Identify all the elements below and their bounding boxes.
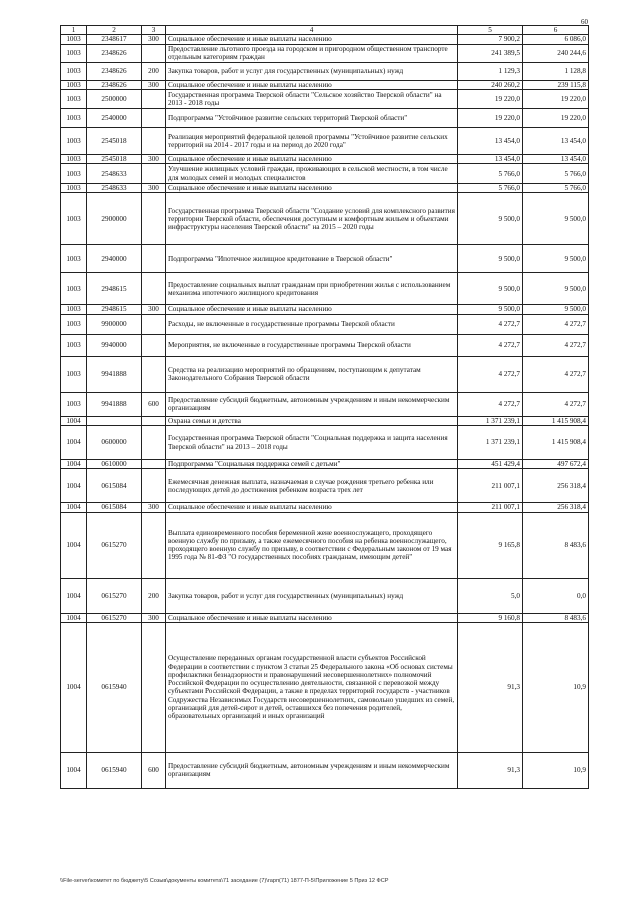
description-cell: Выплата единовременного пособия беременной жене военнослужащего, проходящего военную службу по призыву, а также ежемесячного пособия на ребенка военнослужащего, проходящего военную службу по призыву, в соответствии с Федеральным законом от 19 мая 1995 года № 81-ФЗ "О государственных пособиях гражданам, имеющим детей" [166,512,458,578]
table-row [61,245,589,273]
expense-type-code-cell: 200 [142,62,166,80]
target-article-code-cell: 2940000 [87,245,142,273]
description-cell: Предоставление субсидий бюджетным, автономным учреждениям и иным некоммерческим организациям [166,392,458,416]
section-code-cell: 1004 [61,613,87,622]
amount-year-1-cell: 211 007,1 [458,469,523,503]
amount-year-1-cell: 9 160,8 [458,613,523,622]
target-article-code-cell: 9941888 [87,392,142,416]
amount-year-1-cell: 9 500,0 [458,245,523,273]
description-cell: Подпрограмма "Устойчивое развитие сельских территорий Тверской области" [166,108,458,127]
amount-year-1-cell: 241 389,5 [458,44,523,62]
amount-year-2-cell: 0,0 [523,578,589,613]
description-cell: Подпрограмма "Ипотечное жилищное кредитование в Тверской области" [166,245,458,273]
expense-type-code-cell [142,460,166,469]
amount-year-1-cell: 13 454,0 [458,127,523,154]
table-row [61,460,589,469]
amount-year-1-cell: 240 260,2 [458,80,523,89]
amount-year-2-cell: 8 483,6 [523,512,589,578]
description-cell: Предоставление субсидий бюджетным, автономным учреждениям и иным некоммерческим организациям [166,752,458,788]
expense-type-code-cell: 300 [142,184,166,193]
table-row [61,35,589,44]
amount-year-1-cell: 4 272,7 [458,334,523,356]
table-row [61,622,589,752]
expense-type-code-cell [142,193,166,245]
table-row [61,273,589,305]
target-article-code-cell: 2548633 [87,164,142,184]
description-cell: Закупка товаров, работ и услуг для государственных (муниципальных) нужд [166,578,458,613]
description-cell: Государственная программа Тверской области "Создание условий для комплексного развития территории Тверской области, обеспечения доступным и комфортным жильем и объектами инфраструктуры населения Тверской области" на 2015 – 2020 годы [166,193,458,245]
amount-year-2-cell: 240 244,6 [523,44,589,62]
amount-year-2-cell: 4 272,7 [523,334,589,356]
file-path-footer: \\File-server\комитет по бюджету\5 Созыв\документы комитета\71 заседание (7)\гарп(71) 1877-П-5\Приложение 5 Приз 12 ФСР [60,878,389,884]
amount-year-2-cell: 4 272,7 [523,392,589,416]
table-row [61,392,589,416]
expense-type-code-cell [142,314,166,334]
amount-year-1-cell: 7 900,2 [458,35,523,44]
target-article-code-cell: 9941888 [87,356,142,392]
section-code-cell: 1004 [61,469,87,503]
table-row [61,578,589,613]
table-row [61,356,589,392]
column-number-row [61,26,589,35]
amount-year-2-cell: 19 220,0 [523,108,589,127]
description-cell: Осуществление переданных органам государственной власти субъектов Российской Федерации в соответствии с пунктом 3 статьи 25 Федерального закона «Об основах системы профилактики безнадзорности и правонарушений несовершеннолетних» полномочий Российской Федерации по осуществлению деятельности, связанной с перевозкой между субъектами Российской Федерации, а также в пределах территорий государств - участников Содружества Независимых Государств несовершеннолетних, самовольно ушедших из семей, организаций для детей-сирот и детей, оставшихся без попечения родителей, образовательных организаций и иных организаций [166,622,458,752]
description-cell: Социальное обеспечение и иные выплаты населению [166,184,458,193]
amount-year-1-cell: 9 165,8 [458,512,523,578]
expense-type-code-cell [142,356,166,392]
expense-type-code-cell [142,164,166,184]
section-code-cell: 1004 [61,578,87,613]
section-code-cell: 1004 [61,512,87,578]
table-row [61,164,589,184]
target-article-code-cell: 0615270 [87,578,142,613]
amount-year-2-cell: 1 415 908,4 [523,426,589,460]
target-article-code-cell: 9940000 [87,334,142,356]
expense-type-code-cell [142,334,166,356]
description-cell: Государственная программа Тверской области "Сельское хозяйство Тверской области" на 2013 - 2018 годы [166,89,458,108]
amount-year-1-cell: 1 371 239,1 [458,426,523,460]
expense-type-code-cell: 200 [142,578,166,613]
section-code-cell: 1004 [61,426,87,460]
section-code-cell: 1003 [61,89,87,108]
table-row [61,80,589,89]
amount-year-2-cell: 9 500,0 [523,193,589,245]
section-code-cell: 1004 [61,416,87,425]
section-code-cell: 1004 [61,503,87,512]
target-article-code-cell: 2545018 [87,127,142,154]
amount-year-1-cell: 91,3 [458,752,523,788]
amount-year-2-cell: 239 115,8 [523,80,589,89]
amount-year-1-cell: 19 220,0 [458,89,523,108]
column-number: 3 [142,26,166,35]
target-article-code-cell: 2348626 [87,44,142,62]
target-article-code-cell: 0615940 [87,752,142,788]
section-code-cell: 1003 [61,245,87,273]
target-article-code-cell: 0600000 [87,426,142,460]
target-article-code-cell: 0615270 [87,512,142,578]
table-row [61,512,589,578]
amount-year-2-cell: 4 272,7 [523,356,589,392]
target-article-code-cell: 2545018 [87,154,142,163]
section-code-cell: 1004 [61,622,87,752]
table-row [61,613,589,622]
table-row [61,62,589,80]
expense-type-code-cell: 300 [142,613,166,622]
expense-type-code-cell [142,273,166,305]
table-row [61,108,589,127]
description-cell: Подпрограмма "Социальная поддержка семей с детьми" [166,460,458,469]
description-cell: Социальное обеспечение и иные выплаты населению [166,35,458,44]
table-row [61,193,589,245]
expense-type-code-cell [142,89,166,108]
amount-year-1-cell: 1 129,3 [458,62,523,80]
expense-type-code-cell [142,622,166,752]
table-row [61,334,589,356]
page-number: 60 [581,18,588,26]
expense-type-code-cell [142,127,166,154]
column-number: 6 [523,26,589,35]
amount-year-2-cell: 19 220,0 [523,89,589,108]
description-cell: Предоставление льготного проезда на городском и пригородном общественном транспорте отдельным категориям граждан [166,44,458,62]
section-code-cell: 1003 [61,164,87,184]
expense-type-code-cell [142,512,166,578]
amount-year-2-cell: 13 454,0 [523,127,589,154]
amount-year-2-cell: 8 483,6 [523,613,589,622]
description-cell: Средства на реализацию мероприятий по обращениям, поступающим к депутатам Законодательного Собрания Тверской области [166,356,458,392]
section-code-cell: 1003 [61,273,87,305]
description-cell: Расходы, не включенные в государственные программы Тверской области [166,314,458,334]
description-cell: Социальное обеспечение и иные выплаты населению [166,613,458,622]
section-code-cell: 1003 [61,44,87,62]
target-article-code-cell: 9900000 [87,314,142,334]
description-cell: Социальное обеспечение и иные выплаты населению [166,305,458,314]
description-cell: Ежемесячная денежная выплата, назначаемая в случае рождения третьего ребенка или последующих детей до достижения ребенком возраста трех лет [166,469,458,503]
section-code-cell: 1003 [61,392,87,416]
expense-type-code-cell: 600 [142,392,166,416]
description-cell: Охрана семьи и детства [166,416,458,425]
column-number: 1 [61,26,87,35]
amount-year-2-cell: 1 128,8 [523,62,589,80]
target-article-code-cell: 2548633 [87,184,142,193]
column-number: 5 [458,26,523,35]
target-article-code-cell: 0610000 [87,460,142,469]
table-row [61,416,589,425]
target-article-code-cell: 2348626 [87,62,142,80]
expense-type-code-cell: 600 [142,752,166,788]
target-article-code-cell: 0615084 [87,503,142,512]
amount-year-1-cell: 91,3 [458,622,523,752]
column-number: 4 [166,26,458,35]
table-row [61,89,589,108]
section-code-cell: 1003 [61,334,87,356]
table-row [61,426,589,460]
amount-year-2-cell: 497 672,4 [523,460,589,469]
section-code-cell: 1004 [61,752,87,788]
table-row [61,305,589,314]
amount-year-2-cell: 10,9 [523,752,589,788]
expense-type-code-cell [142,245,166,273]
expense-type-code-cell [142,108,166,127]
amount-year-1-cell: 5,0 [458,578,523,613]
section-code-cell: 1003 [61,62,87,80]
amount-year-2-cell: 10,9 [523,622,589,752]
section-code-cell: 1003 [61,80,87,89]
table-row [61,314,589,334]
amount-year-1-cell: 4 272,7 [458,356,523,392]
target-article-code-cell: 2900000 [87,193,142,245]
section-code-cell: 1003 [61,35,87,44]
description-cell: Социальное обеспечение и иные выплаты населению [166,80,458,89]
expense-type-code-cell: 300 [142,35,166,44]
target-article-code-cell: 0615270 [87,613,142,622]
table-row [61,44,589,62]
expense-type-code-cell: 300 [142,154,166,163]
amount-year-2-cell: 9 500,0 [523,305,589,314]
table-row [61,154,589,163]
description-cell: Улучшение жилищных условий граждан, проживающих в сельской местности, в том числе для молодых семей и молодых специалистов [166,164,458,184]
section-code-cell: 1003 [61,356,87,392]
amount-year-2-cell: 256 318,4 [523,469,589,503]
table-row [61,469,589,503]
expense-type-code-cell [142,44,166,62]
section-code-cell: 1003 [61,193,87,245]
table-row [61,752,589,788]
amount-year-2-cell: 9 500,0 [523,273,589,305]
amount-year-1-cell: 9 500,0 [458,193,523,245]
target-article-code-cell: 2948615 [87,305,142,314]
target-article-code-cell: 2500000 [87,89,142,108]
amount-year-2-cell: 5 766,0 [523,164,589,184]
section-code-cell: 1003 [61,108,87,127]
description-cell: Закупка товаров, работ и услуг для государственных (муниципальных) нужд [166,62,458,80]
amount-year-2-cell: 256 318,4 [523,503,589,512]
target-article-code-cell: 0615940 [87,622,142,752]
description-cell: Реализация мероприятий федеральной целевой программы "Устойчивое развитие сельских территорий на 2014 - 2017 годы и на период до 2020 года" [166,127,458,154]
expense-type-code-cell [142,426,166,460]
amount-year-2-cell: 4 272,7 [523,314,589,334]
target-article-code-cell: 2948615 [87,273,142,305]
section-code-cell: 1003 [61,154,87,163]
expense-type-code-cell [142,469,166,503]
amount-year-1-cell: 13 454,0 [458,154,523,163]
amount-year-1-cell: 211 007,1 [458,503,523,512]
expense-type-code-cell: 300 [142,80,166,89]
amount-year-1-cell: 9 500,0 [458,273,523,305]
section-code-cell: 1003 [61,314,87,334]
section-code-cell: 1003 [61,305,87,314]
table-row [61,127,589,154]
amount-year-2-cell: 1 415 908,4 [523,416,589,425]
amount-year-1-cell: 5 766,0 [458,164,523,184]
description-cell: Мероприятия, не включенные в государственные программы Тверской области [166,334,458,356]
expense-type-code-cell [142,416,166,425]
budget-table [60,25,589,789]
description-cell: Предоставление социальных выплат гражданам при приобретении жилья с использованием механизма ипотечного жилищного кредитования [166,273,458,305]
amount-year-1-cell: 5 766,0 [458,184,523,193]
expense-type-code-cell: 300 [142,503,166,512]
amount-year-1-cell: 451 429,4 [458,460,523,469]
target-article-code-cell: 2348626 [87,80,142,89]
amount-year-1-cell: 9 500,0 [458,305,523,314]
amount-year-2-cell: 9 500,0 [523,245,589,273]
table-row [61,184,589,193]
target-article-code-cell: 0615084 [87,469,142,503]
section-code-cell: 1003 [61,184,87,193]
amount-year-1-cell: 19 220,0 [458,108,523,127]
target-article-code-cell [87,416,142,425]
column-number: 2 [87,26,142,35]
section-code-cell: 1004 [61,460,87,469]
table-row [61,503,589,512]
amount-year-1-cell: 4 272,7 [458,314,523,334]
target-article-code-cell: 2348617 [87,35,142,44]
target-article-code-cell: 2540000 [87,108,142,127]
description-cell: Социальное обеспечение и иные выплаты населению [166,503,458,512]
amount-year-2-cell: 13 454,0 [523,154,589,163]
expense-type-code-cell: 300 [142,305,166,314]
amount-year-2-cell: 5 766,0 [523,184,589,193]
description-cell: Государственная программа Тверской области "Социальная поддержка и защита населения Тверской области" на 2013 – 2018 годы [166,426,458,460]
amount-year-1-cell: 4 272,7 [458,392,523,416]
amount-year-1-cell: 1 371 239,1 [458,416,523,425]
description-cell: Социальное обеспечение и иные выплаты населению [166,154,458,163]
section-code-cell: 1003 [61,127,87,154]
amount-year-2-cell: 6 086,0 [523,35,589,44]
